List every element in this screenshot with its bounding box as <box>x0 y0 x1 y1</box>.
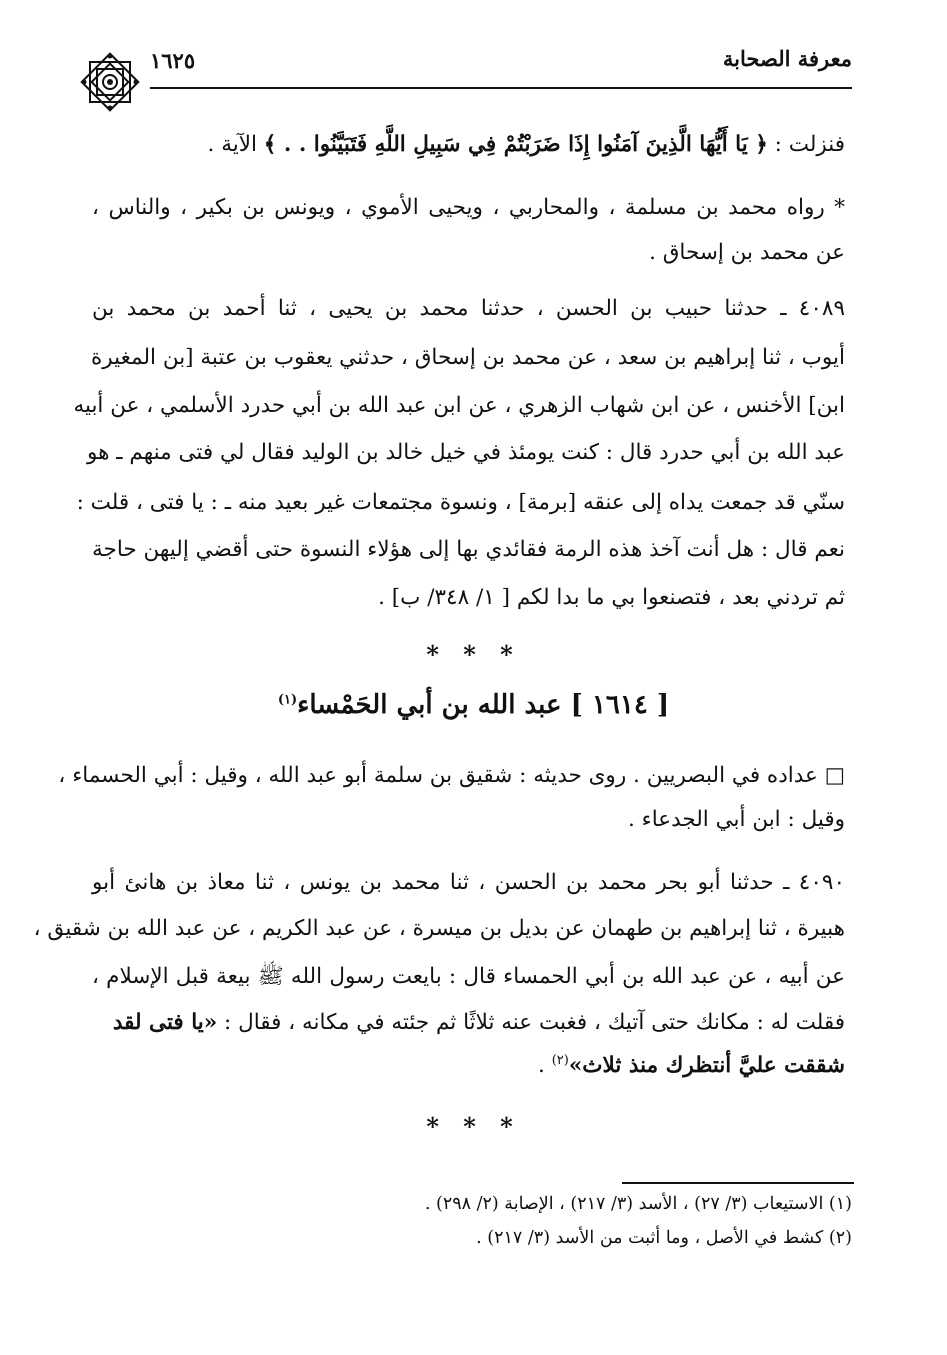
hadith-4090-line <box>538 1053 845 1078</box>
footnote-ref: (١) <box>277 692 298 708</box>
hadith-4089-line: نعم قال : هل أنت آخذ هذه الرمة فقائدي بها إلى هؤلاء النسوة حتى أقضي إليهن حاجة <box>92 537 845 562</box>
hadith-4090-line: عن أبيه ، عن عبد الله بن أبي الحمساء قال : بايعت رسول الله ﷺ بيعة قبل الإسلام ، <box>92 964 845 989</box>
page-number: ١٦٢٥ <box>150 48 196 73</box>
hadith-4089-line: ٤٠٨٩ ـ حدثنا حبيب بن الحسن ، حدثنا محمد بن يحيى ، ثنا أحمد بن محمد بن <box>92 296 845 321</box>
hadith-text: . <box>538 1053 552 1079</box>
quran-verse: ﴿ يَا أَيُّهَا الَّذِينَ آمَنُوا إِذَا ضَرَبْتُمْ فِي سَبِيلِ اللَّهِ فَتَبَيَّنُوا . . ﴾ <box>263 132 768 157</box>
section-separator: * * * <box>426 640 521 669</box>
eight-point-star-ornament-icon <box>78 50 142 114</box>
hadith-4089-line: ثم تردني بعد ، فتصنعوا بي ما بدا لكم [ ١/ ٣٤٨/ ب] . <box>378 585 845 610</box>
hadith-4090-line: هبيرة ، ثنا إبراهيم بن طهمان عن بديل بن ميسرة ، عن عبد الكريم ، عن عبد الله بن شقيق ، <box>33 916 845 941</box>
hadith-text: فقلت له : مكانك حتى آتيك ، فغبت عنه ثلاثًا ثم جئته في مكانه ، فقال : <box>217 1010 845 1035</box>
entry-intro-line: □ عداده في البصريين . روى حديثه : شقيق بن سلمة أبو عبد الله ، وقيل : أبي الحسماء ، <box>58 763 845 788</box>
hadith-4089-line: ابن] الأخنس ، عن ابن شهاب الزهري ، عن ابن عبد الله بن أبي حدرد الأسلمي ، عن أبيه <box>73 393 845 418</box>
entry-number: [ ١٦١٤ ] <box>570 690 670 720</box>
hadith-4090-line <box>92 1010 845 1035</box>
entry-name: عبد الله بن أبي الحَمْساء <box>297 690 562 720</box>
hadith-4090-line: ٤٠٩٠ ـ حدثنا أبو بحر محمد بن الحسن ، ثنا محمد بن يونس ، ثنا معاذ بن هانئ أبو <box>92 870 845 895</box>
header-rule <box>150 87 852 89</box>
entry-intro-line: وقيل : ابن أبي الجدعاء . <box>627 807 845 832</box>
entry-heading <box>0 690 947 720</box>
book-title: معرفة الصحابة <box>722 46 852 71</box>
footnote-rule <box>622 1182 854 1184</box>
hadith-quote: «يا فتى لقد <box>112 1010 218 1035</box>
hadith-4089-line: أيوب ، ثنا إبراهيم بن سعد ، عن محمد بن إسحاق ، حدثني يعقوب بن عتبة [بن المغيرة <box>91 345 845 370</box>
hadith-4089-line: عبد الله بن أبي حدرد قال : كنت يومئذ في خيل خالد بن الوليد فقال لي فتى منهم ـ هو <box>87 440 845 465</box>
hadith-4089-line: سنّي قد جمعت يداه إلى عنقه [برمة] ، ونسوة مجتمعات غير بعيد منه ـ : يا فتى ، قلت : <box>76 490 845 515</box>
page-header <box>88 40 852 80</box>
note-line: * رواه محمد بن مسلمة ، والمحاربي ، ويحيى الأموي ، ويونس بن بكير ، والناس ، <box>92 195 845 220</box>
footnote-ref: (٢) <box>551 1053 569 1068</box>
footnote: (١) الاستيعاب (٣/ ٢٧) ، الأسد (٣/ ٢١٧) ، الإصابة (٢/ ٢٩٨) . <box>424 1194 852 1214</box>
verse-line <box>208 132 845 157</box>
section-separator: * * * <box>426 1112 521 1141</box>
verse-suffix: الآية . <box>207 132 264 157</box>
verse-prefix: فنزلت : <box>767 132 845 157</box>
note-line: عن محمد بن إسحاق . <box>649 240 845 265</box>
footnote: (٢) كشط في الأصل ، وما أثبت من الأسد (٣/ ٢١٧) . <box>476 1228 852 1248</box>
hadith-quote: شققت عليَّ أنتظرك منذ ثلاث» <box>568 1053 845 1079</box>
